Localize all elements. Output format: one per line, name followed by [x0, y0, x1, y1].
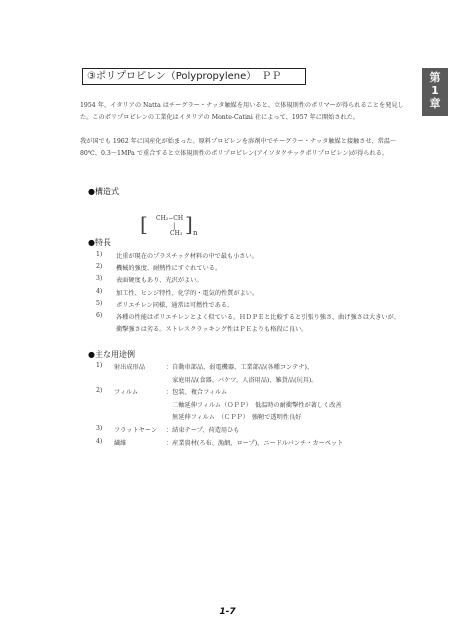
page-number: 1-7 — [219, 607, 236, 617]
list-item: 4) 加工性、ヒンジ特性、化学的・電気的性質がよい。 — [96, 287, 259, 297]
intro-paragraph-1: 1954 年、イタリアの Natta はチーグラー・ナッタ触媒を用いると、立体規則性のポリマーが得られることを発見した。このポリプロピレンの工業化はイタリアの Monte-Catini 社によって、1957 年に開始された。 — [80, 102, 404, 121]
formula-side-group: CH₃ — [170, 230, 183, 237]
intro-paragraph-2: 我が国でも 1962 年に国産化が始まった。原料プロピレンを溶剤中でチーグラー・ナッタ触媒と接触させ、常温～80℃、0.3～1MPa で重合すると立体規則性のポリプロピレン(アイソタクチックポリプロピレン)が得られる。 — [80, 138, 397, 157]
formula-bond: | — [173, 222, 176, 230]
formula-main-chain: CH₂−CH — [156, 215, 184, 222]
section-title: ③ポリプロピレン（Polypropylene） ＰＰ — [82, 68, 306, 85]
document-page: 第 1 章 ③ポリプロピレン（Polypropylene） ＰＰ 1954 年、イタリアの Natta はチーグラー・ナッタ触媒を用いると、立体規則性のポリマーが得られることを発見した。このポリプロピレンの工業化はイタリアの Monte-Catini 社によって、1957 年に開始された。 我が国でも 1962 年に国産化が始まった。原料プロピレンを溶剤中でチーグラー・ナッタ触媒と接触させ、常温～80℃、0.3～1MPa で重合すると立体規則性のポリプロピレン(アイソタクチックポリプロピレン)が得られる。 ●構造式 [ CH₂−CH | CH₃ ] n ●特長 1) 比重が現在のプラスチック材料の中で最も小さい。 2) 機械的強度、耐熱性にすぐれている。 3) 表面硬度もあり、光沢がよい。 4) 加工性、ヒンジ特性、化学的・電気的性質がよい。 5) ポリエチレン同様、通常は可燃性である。 6) 各種の性能はポリエチレンとよく似ている。ＨＤＰＥと比較すると引張り強さ、曲げ強さは大きいが、衝撃強さは劣る。ストレスクラッキング性はＰＥよりも格段に良い。 ●主な用途例 1) 射出成形品 ：自動車部品、弱電機器、工業部品(各種コンテナ)、 家庭用品(食器、バケツ、人浴用品)、雑貨品(玩具)。 2) フィルム ：包装、複合フィルム 二軸延伸フィルム（ＯＰＰ） 低温時の耐衝撃性が著しく改善 無延伸フィルム （ＣＰＰ） 強靭で透明性良好 3) フラットヤーン ：結束テープ、荷造用ひも 4) 繊維 ：産業資材(ろ布、漁網、ロープ)、ニードルパンチ・カーペット 1-7 — [0, 0, 455, 644]
chapter-tab-line3: 章 — [429, 97, 441, 110]
formula-repeat-n: n — [193, 229, 198, 237]
list-item: 1) 比重が現在のプラスチック材料の中で最も小さい。 — [96, 251, 258, 260]
uses-heading: ●主な用途例 — [88, 350, 135, 359]
list-item: 6) 各種の性能はポリエチレンとよく似ている。ＨＤＰＥと比較すると引張り強さ、曲げ強さは大きいが、衝撃強さは劣る。ストレスクラッキング性はＰＥよりも格段に良い。 — [96, 311, 400, 333]
list-item: 3) 表面硬度もあり、光沢がよい。 — [96, 275, 203, 285]
chapter-tab-line2: 1 — [431, 84, 439, 97]
structural-formula: [ CH₂−CH | CH₃ ] n — [140, 212, 198, 237]
chapter-tab-line1: 第 — [429, 71, 441, 84]
features-list — [96, 251, 406, 336]
list-item: 2) 機械的強度、耐熱性にすぐれている。 — [96, 263, 222, 273]
list-item: 5) ポリエチレン同様、通常は可燃性である。 — [96, 299, 234, 309]
structure-heading: ●構造式 — [88, 187, 119, 196]
chapter-tab — [422, 68, 448, 116]
features-heading: ●特長 — [88, 238, 111, 247]
